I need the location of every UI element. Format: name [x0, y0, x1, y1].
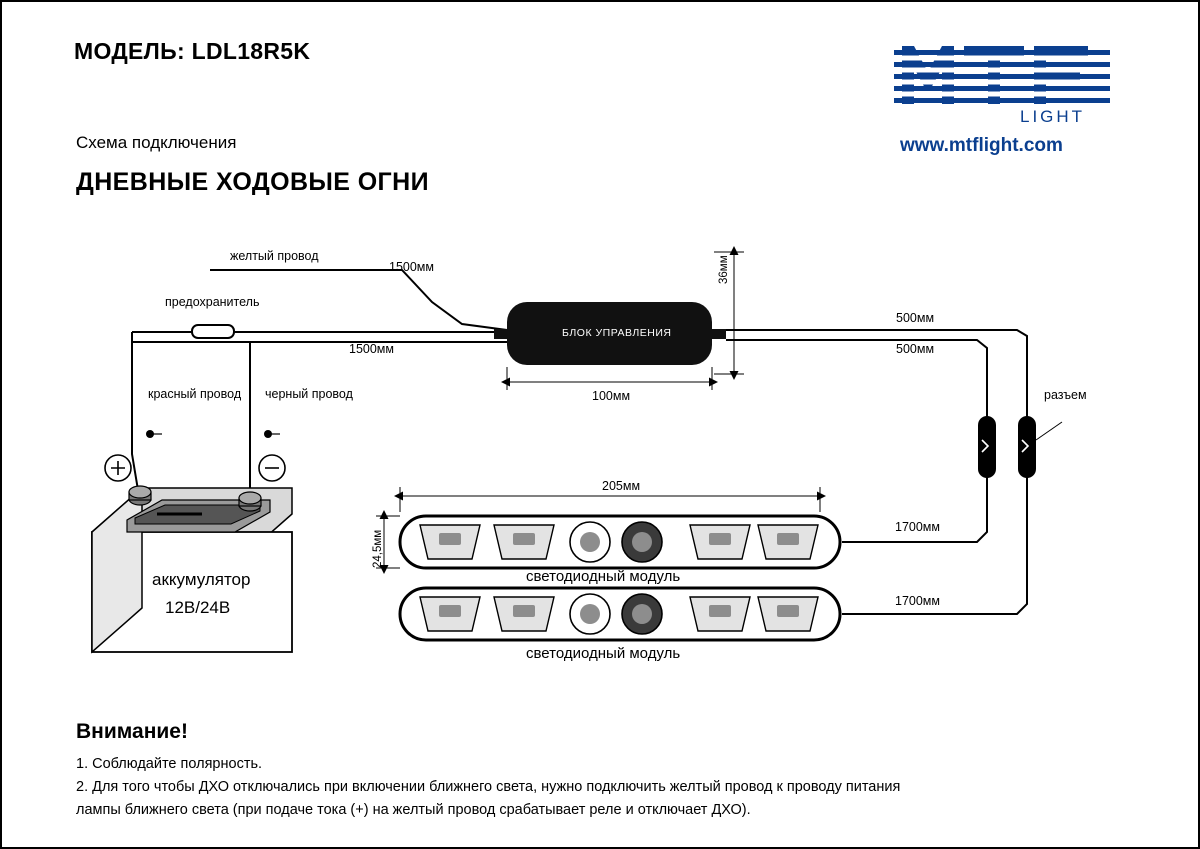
dim-100: 100мм [592, 389, 631, 403]
label-led-module-1: светодиодный модуль [526, 568, 681, 585]
control-unit-in-stub [494, 329, 508, 339]
led-module-1 [400, 516, 840, 568]
label-led-module-2: светодиодный модуль [526, 645, 681, 662]
page-title: МОДЕЛЬ: LDL18R5K [74, 38, 311, 64]
wire-to-module-top [726, 340, 987, 542]
logo-url: www.mtflight.com [900, 135, 1063, 156]
warning-line-2: 2. Для того чтобы ДХО отключались при включении ближнего света, нужно подключить желтый провод к проводу питания [76, 779, 901, 795]
label-connector: разъем [1044, 388, 1087, 402]
label-battery-voltage: 12В/24В [165, 598, 231, 617]
control-unit-out-stub [712, 329, 726, 339]
dim-500-top: 500мм [896, 311, 935, 325]
label-battery-name: аккумулятор [152, 570, 251, 589]
svg-text:LIGHT: LIGHT [1020, 107, 1086, 126]
warning-title: Внимание! [76, 720, 188, 743]
label-yellow-wire: желтый провод [230, 249, 319, 263]
dim-1500-mid: 1500мм [349, 342, 394, 356]
wire-red-to-battery [132, 332, 140, 502]
fuse-body [192, 325, 234, 338]
battery-graphic [92, 455, 292, 652]
label-red-wire: красный провод [148, 387, 242, 401]
wire-junction-dots [146, 430, 272, 438]
dim-205: 205мм [602, 479, 641, 493]
label-black-wire: черный провод [265, 387, 353, 401]
warning-line-1: 1. Соблюдайте полярность. [76, 756, 263, 772]
connector-pair [978, 416, 1036, 478]
product-title: ДНЕВНЫЕ ХОДОВЫЕ ОГНИ [76, 168, 429, 196]
led-module-2 [400, 588, 840, 640]
dim-36: 36мм [718, 255, 730, 284]
warning-line-3: лампы ближнего света (при подаче тока (+) на желтый провод срабатывает реле и отключает ДХО). [76, 802, 751, 818]
dim-1700-bottom: 1700мм [895, 594, 940, 608]
dim-24-5: 24,5мм [372, 529, 384, 568]
dim-1500-top: 1500мм [389, 260, 434, 274]
label-fuse: предохранитель [165, 295, 260, 309]
dim-1700-top: 1700мм [895, 520, 940, 534]
scheme-subtitle: Схема подключения [76, 133, 237, 152]
dim-500-bottom: 500мм [896, 342, 935, 356]
label-control-unit: БЛОК УПРАВЛЕНИЯ [562, 327, 672, 339]
